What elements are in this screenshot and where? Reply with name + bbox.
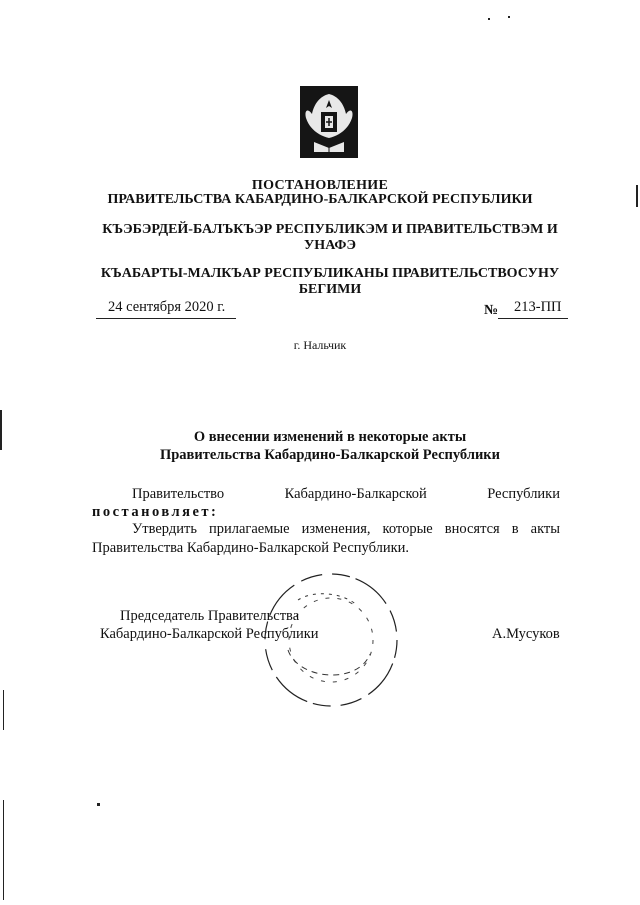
coat-of-arms-emblem — [300, 86, 358, 158]
scan-dot — [508, 16, 510, 18]
title-line-2: Правительства Кабардино-Балкарской Республики — [159, 447, 501, 463]
number-label: № — [484, 303, 499, 318]
scan-edge-mark — [636, 185, 638, 207]
issuer-balkar: КЪАБАРТЫ-МАЛКЪАР РЕСПУБЛИКАНЫ ПРАВИТЕЛЬСТВОСУНУ БЕГИМИ — [100, 266, 560, 297]
paragraph-2-decree: постановляет: — [92, 504, 219, 520]
scan-dot — [488, 18, 490, 20]
p1-word-1: Правительство — [132, 486, 225, 502]
signatory-position-line-1: Председатель Правительства — [120, 608, 300, 624]
title-line-1: О внесении изменений в некоторые акты — [193, 429, 467, 445]
document-number: 213-ПП — [514, 299, 562, 315]
issuer-russian: ПРАВИТЕЛЬСТВА КАБАРДИНО-БАЛКАРСКОЙ РЕСПУБЛИКИ — [107, 192, 533, 207]
scan-edge-mark — [3, 690, 4, 730]
city: г. Нальчик — [293, 338, 347, 352]
scan-edge-mark — [3, 800, 4, 900]
issuer-kabardian: КЪЭБЭРДЕЙ-БАЛЪКЪЭР РЕСПУБЛИКЭМ И ПРАВИТЕЛЬСТВЭМ И УНАФЭ — [102, 222, 558, 253]
date-underline — [96, 318, 236, 319]
signatory-name: А.Мусуков — [492, 626, 560, 642]
number-underline — [498, 318, 568, 319]
scan-edge-mark — [0, 410, 2, 450]
paragraph-3: Утвердить прилагаемые изменения, которые вносятся в акты Правительства Кабардино-Балкарской Республики. — [92, 521, 560, 556]
paragraph-1 — [92, 485, 560, 503]
resolution-title — [100, 428, 560, 464]
p1-word-3: Республики — [487, 486, 560, 502]
scan-dot — [97, 803, 100, 806]
document-type: ПОСТАНОВЛЕНИЕ — [251, 178, 389, 193]
p1-word-2: Кабардино-Балкарской — [284, 486, 427, 502]
document-date: 24 сентября 2020 г. — [108, 299, 226, 315]
signatory-position-line-2: Кабардино-Балкарской Республики — [100, 626, 319, 642]
